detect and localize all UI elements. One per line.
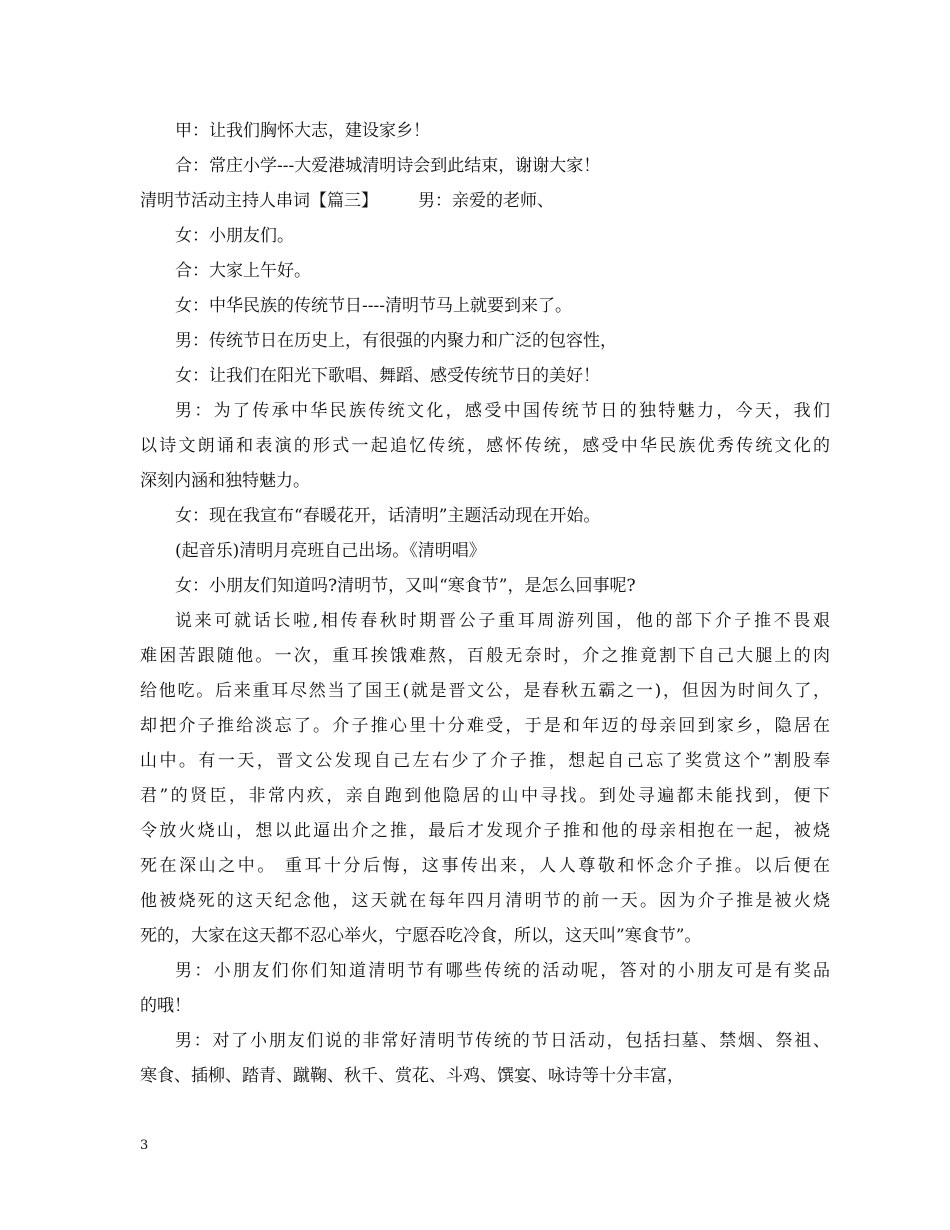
text-line: 寒食、插柳、踏青、蹴鞠、秋千、赏花、斗鸡、馔宴、咏诗等十分丰富， <box>140 1066 684 1086</box>
text-line: 女：现在我宣布“春暖花开，话清明”主题活动现在开始。 <box>175 506 601 526</box>
section-first-line: 男：亲爱的老师、 <box>418 191 554 211</box>
text-line: 给他吃。后来重耳尽然当了国王(就是晋文公，是春秋五霸之一)，但因为时间久了， <box>140 681 830 701</box>
text-line: 却把介子推给淡忘了。介子推心里十分难受，于是和年迈的母亲回到家乡，隐居在 <box>140 716 830 736</box>
text-line: 女：中华民族的传统节日----清明节马上就要到来了。 <box>175 296 572 316</box>
text-line: 男：为了传承中华民族传统文化，感受中国传统节日的独特魅力，今天，我们 <box>175 401 830 421</box>
document-body <box>140 114 830 1094</box>
text-line: 山中。有一天，晋文公发现自己左右少了介子推，想起自己忘了奖赏这个”割股奉 <box>140 751 830 771</box>
text-line: 死的，大家在这天都不忍心举火，宁愿吞吃冷食，所以，这天叫”寒食节”。 <box>140 926 702 946</box>
text-line: 女：小朋友们。 <box>175 226 294 246</box>
text-line: 以诗文朗诵和表演的形式一起追忆传统，感怀传统，感受中华民族优秀传统文化的 <box>140 436 830 456</box>
page-number: 3 <box>140 1138 149 1153</box>
text-line: 男：小朋友们你们知道清明节有哪些传统的活动呢，答对的小朋友可是有奖品 <box>175 961 830 981</box>
text-line: 的哦！ <box>140 996 191 1016</box>
text-line: 女：让我们在阳光下歌唱、舞蹈、感受传统节日的美好！ <box>175 366 600 386</box>
text-line: 合：大家上午好。 <box>175 261 311 281</box>
section-heading-line <box>140 184 830 219</box>
text-line: 他被烧死的这天纪念他，这天就在每年四月清明节的前一天。因为介子推是被火烧 <box>140 891 830 911</box>
text-line: 甲：让我们胸怀大志，建设家乡！ <box>175 121 430 141</box>
text-line: 女：小朋友们知道吗?清明节，又叫“寒食节”，是怎么回事呢? <box>175 576 636 596</box>
text-line: 男：传统节日在历史上，有很强的内聚力和广泛的包容性， <box>175 331 617 351</box>
text-line: 死在深山之中。 重耳十分后悔，这事传出来，人人尊敬和怀念介子推。以后便在 <box>140 856 830 876</box>
text-line: 说来可就话长啦,相传春秋时期晋公子重耳周游列国，他的部下介子推不畏艰 <box>175 611 830 631</box>
section-heading: 清明节活动主持人串词【篇三】 <box>140 191 378 211</box>
text-line: (起音乐)清明月亮班自己出场。《清明唱》 <box>175 541 486 561</box>
text-line: 君”的贤臣，非常内疚，亲自跑到他隐居的山中寻找。到处寻遍都未能找到，便下 <box>140 786 830 806</box>
text-line: 合：常庄小学---大爱港城清明诗会到此结束，谢谢大家！ <box>175 156 601 176</box>
text-line: 难困苦跟随他。一次，重耳挨饿难熬，百般无奈时，介之推竟割下自己大腿上的肉 <box>140 646 830 666</box>
text-line: 深刻内涵和独特魅力。 <box>140 471 310 491</box>
text-line: 令放火烧山，想以此逼出介之推，最后才发现介子推和他的母亲相抱在一起，被烧 <box>140 821 830 841</box>
text-line: 男：对了小朋友们说的非常好清明节传统的节日活动，包括扫墓、禁烟、祭祖、 <box>175 1031 830 1051</box>
